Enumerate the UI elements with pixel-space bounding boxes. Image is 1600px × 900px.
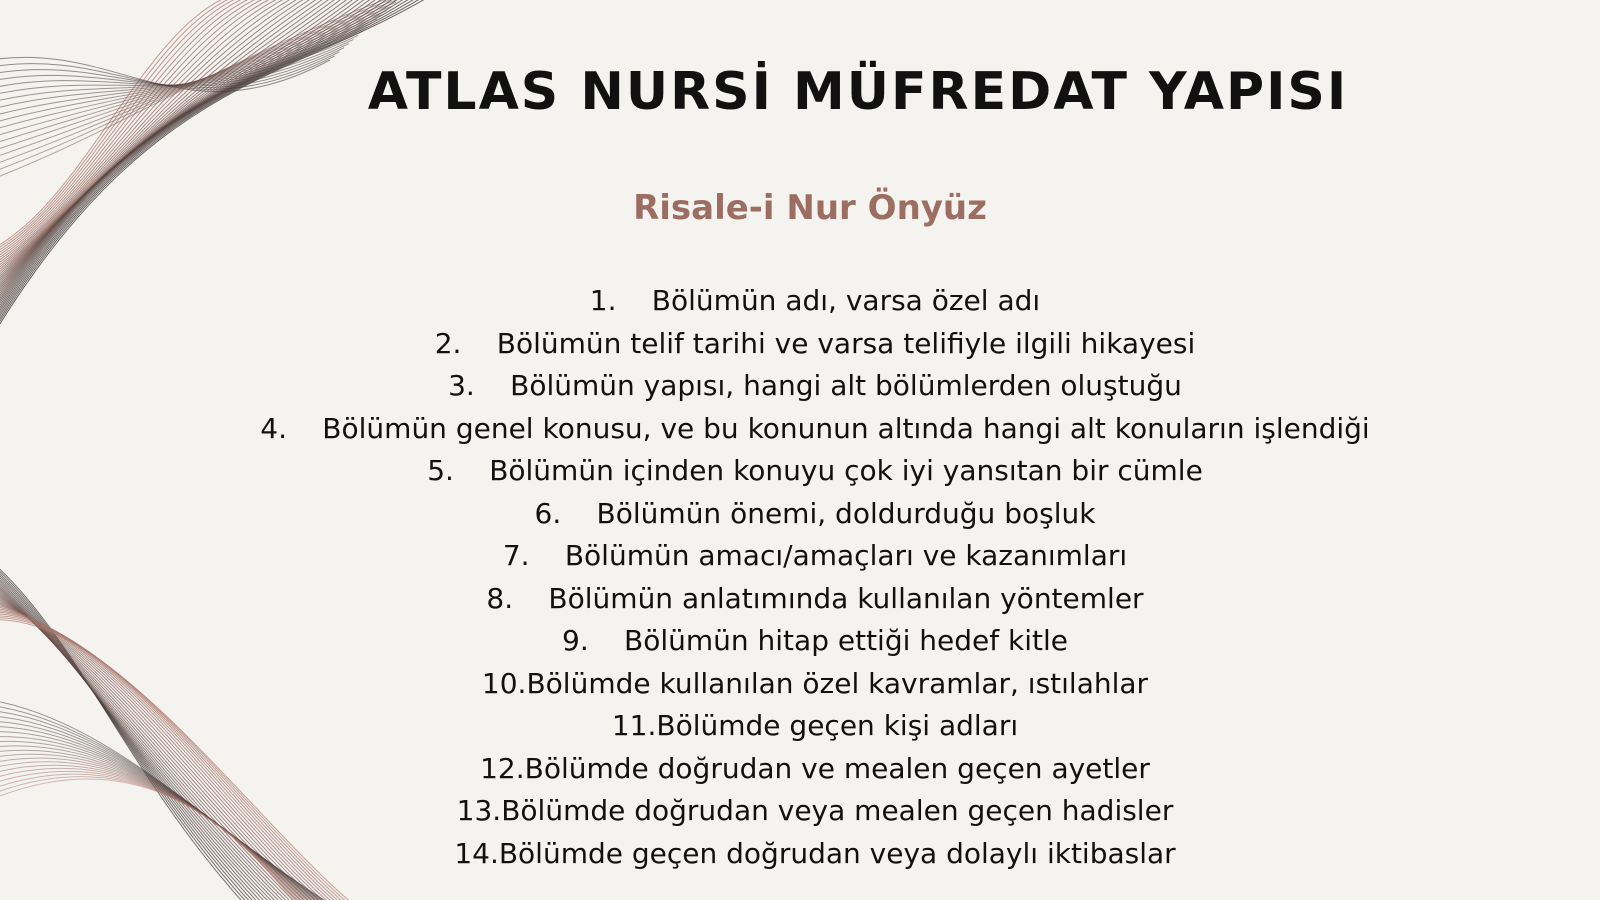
- page-subtitle: Risale-i Nur Önyüz: [633, 188, 987, 228]
- list-item-text: Bölümde doğrudan veya mealen geçen hadisler: [501, 794, 1174, 827]
- list-item-number: 10.: [481, 666, 527, 700]
- list-item: [0, 833, 1600, 876]
- list-item-text: Bölümün adı, varsa özel adı: [651, 284, 1041, 317]
- list-item: [0, 578, 1600, 621]
- list-item-number: 2.: [434, 326, 462, 360]
- list-item-number: 5.: [427, 454, 454, 487]
- list-item: [0, 323, 1600, 366]
- list-item-text: Bölümde geçen kişi adları: [656, 709, 1019, 742]
- list-item-text: Bölümün anlatımında kullanılan yöntemler: [548, 581, 1144, 615]
- list-item: [0, 493, 1600, 536]
- list-item: [0, 280, 1600, 323]
- list-item-text: Bölümün telif tarihi ve varsa telifiyle ilgili hikayesi: [496, 326, 1196, 360]
- list-item-number: 11.: [611, 709, 657, 742]
- list-item-text: Bölümde geçen doğrudan veya dolaylı iktibaslar: [498, 836, 1176, 870]
- list-item-number: 7.: [502, 539, 530, 572]
- list-item: [0, 705, 1600, 748]
- list-item: [0, 620, 1600, 663]
- list-item-number: 6.: [534, 496, 562, 530]
- page-title: ATLAS NURSİ MÜFREDAT YAPISI: [367, 62, 1349, 122]
- list-item-text: Bölümün yapısı, hangi alt bölümlerden oluştuğu: [510, 369, 1182, 402]
- list-item-number: 3.: [448, 369, 475, 402]
- list-item-text: Bölümün hitap ettiği hedef kitle: [624, 624, 1068, 657]
- list-item-text: Bölümün genel konusu, ve bu konunun altında hangi alt konuların işlendiği: [322, 411, 1370, 445]
- list-item: [0, 535, 1600, 578]
- list-item-number: 8.: [486, 581, 514, 615]
- list-item-text: Bölümde doğrudan ve mealen geçen ayetler: [524, 751, 1150, 785]
- list-item: [0, 450, 1600, 493]
- list-item: [0, 790, 1600, 833]
- list-item-number: 1.: [589, 284, 617, 317]
- list-item: [0, 408, 1600, 451]
- list-item-text: Bölümde kullanılan özel kavramlar, ıstılahlar: [526, 666, 1149, 700]
- list-item-number: 13.: [456, 794, 502, 827]
- list-item-number: 9.: [562, 624, 589, 657]
- list-item-number: 14.: [454, 836, 499, 870]
- curriculum-list: [0, 280, 1600, 875]
- list-item-text: Bölümün amacı/amaçları ve kazanımları: [564, 539, 1128, 572]
- list-item: [0, 663, 1600, 706]
- list-item-text: Bölümün önemi, doldurduğu boşluk: [596, 496, 1096, 530]
- list-item-number: 12.: [480, 751, 525, 785]
- list-item-number: 4.: [260, 411, 288, 445]
- list-item: [0, 748, 1600, 791]
- list-item: [0, 365, 1600, 408]
- list-item-text: Bölümün içinden konuyu çok iyi yansıtan bir cümle: [489, 454, 1203, 487]
